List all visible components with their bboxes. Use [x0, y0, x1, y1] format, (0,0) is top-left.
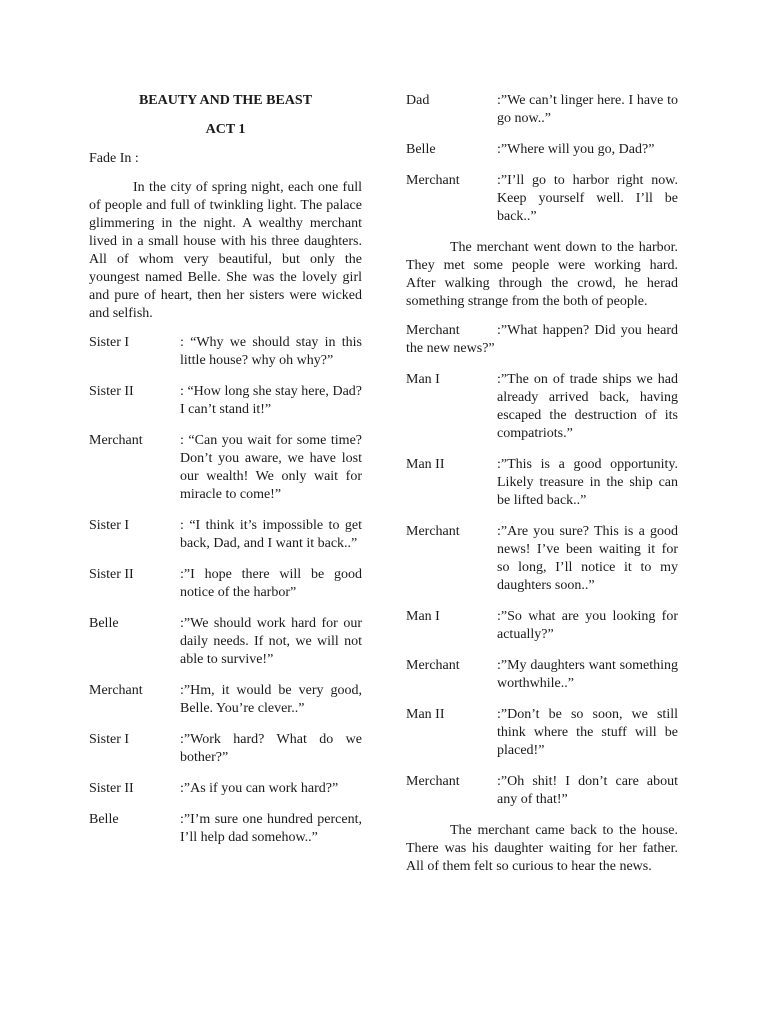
- dialogue-line: [406, 773, 678, 809]
- left-column: [89, 92, 362, 860]
- dialogue-line: [406, 456, 678, 510]
- dialogue-line: [406, 92, 678, 128]
- speaker-name: Merchant: [89, 683, 143, 698]
- narration-paragraph: The merchant came back to the house. There was his daughter waiting for her father. All of them felt so curious to hear the news.: [406, 823, 678, 874]
- dialogue-line-wrapped: [406, 322, 678, 358]
- dialogue-text: : “I think it’s impossible to get back, Dad, and I want it back..”: [180, 518, 362, 551]
- speaker-name: Sister I: [89, 732, 130, 747]
- narration-paragraph: The merchant went down to the harbor. They met some people were working hard. After walking through the crowd, he herad something strange from the both of people.: [406, 240, 678, 309]
- right-column: [406, 92, 678, 887]
- dialogue-line: [406, 141, 678, 159]
- speaker-name: Merchant: [89, 433, 143, 448]
- speaker-name: Merchant: [406, 323, 460, 338]
- dialogue-line: [406, 172, 678, 226]
- dialogue-text: :”Work hard? What do we bother?”: [180, 732, 362, 765]
- speaker-name: Man II: [406, 457, 445, 472]
- fade-in-direction: Fade In :: [89, 151, 139, 166]
- speaker-name: Sister I: [89, 335, 130, 350]
- dialogue-text: :”What happen? Did you heard the new news?”: [406, 323, 678, 356]
- dialogue-line: [406, 371, 678, 443]
- speaker-name: Man I: [406, 372, 440, 387]
- dialogue-line: [89, 682, 362, 718]
- dialogue-text: : “Why we should stay in this little house? why oh why?”: [180, 335, 362, 368]
- dialogue-text: :”We should work hard for our daily needs. If not, we will not able to survive!”: [180, 616, 362, 667]
- dialogue-line: [406, 657, 678, 693]
- speaker-name: Merchant: [406, 524, 460, 539]
- speaker-name: Sister II: [89, 781, 134, 796]
- dialogue-line: [89, 517, 362, 553]
- speaker-name: Merchant: [406, 774, 460, 789]
- speaker-name: Belle: [406, 142, 436, 157]
- dialogue-text: :”Oh shit! I don’t care about any of that!”: [497, 774, 678, 807]
- dialogue-line: [89, 780, 362, 798]
- dialogue-text: :”I’ll go to harbor right now. Keep yourself well. I’ll be back..”: [497, 173, 678, 224]
- act-heading: ACT 1: [205, 122, 246, 137]
- dialogue-line: [406, 608, 678, 644]
- dialogue-text: :”Hm, it would be very good, Belle. You’re clever..”: [180, 683, 362, 716]
- speaker-name: Dad: [406, 93, 430, 108]
- speaker-name: Sister I: [89, 518, 130, 533]
- dialogue-text: :”The on of trade ships we had already arrived back, having escaped the destruction of its compatriots.”: [497, 372, 678, 441]
- speaker-name: Man I: [406, 609, 440, 624]
- dialogue-text: :”Don’t be so soon, we still think where the stuff will be placed!”: [497, 707, 678, 758]
- speaker-name: Belle: [89, 616, 119, 631]
- speaker-name: Man II: [406, 707, 445, 722]
- dialogue-line: [89, 334, 362, 370]
- speaker-name: Sister II: [89, 567, 134, 582]
- dialogue-text: :”So what are you looking for actually?”: [497, 609, 678, 642]
- dialogue-line: [89, 811, 362, 847]
- dialogue-line: [406, 523, 678, 595]
- dialogue-line: [89, 383, 362, 419]
- dialogue-text: :”We can’t linger here. I have to go now..”: [497, 93, 678, 126]
- dialogue-line: [89, 566, 362, 602]
- dialogue-text: :”I hope there will be good notice of the harbor”: [180, 567, 362, 600]
- dialogue-text: : “Can you wait for some time? Don’t you aware, we have lost our wealth! We only wait for miracle to come!”: [180, 433, 362, 502]
- dialogue-text: :”I’m sure one hundred percent, I’ll help dad somehow..”: [180, 812, 362, 845]
- dialogue-text: : “How long she stay here, Dad? I can’t stand it!”: [180, 384, 362, 417]
- dialogue-line: [406, 706, 678, 760]
- dialogue-text: :”As if you can work hard?”: [180, 781, 339, 796]
- dialogue-line: [89, 432, 362, 504]
- dialogue-text: :”My daughters want something worthwhile..”: [497, 658, 678, 691]
- speaker-name: Belle: [89, 812, 119, 827]
- dialogue-line: [89, 731, 362, 767]
- speaker-name: Merchant: [406, 658, 460, 673]
- intro-paragraph: In the city of spring night, each one full of people and full of twinkling light. The palace glimmering in the night. A wealthy merchant lived in a small house with his three daughters. All of whom very beautiful, but only the youngest named Belle. She was the lovely girl and pure of heart, then her sisters were wicked and selfish.: [89, 180, 362, 321]
- dialogue-text: :”Where will you go, Dad?”: [497, 142, 655, 157]
- speaker-name: Sister II: [89, 384, 134, 399]
- dialogue-line: [89, 615, 362, 669]
- dialogue-text: :”Are you sure? This is a good news! I’ve been waiting it for so long, I’ll notice it to my daughters soon..”: [497, 524, 678, 593]
- play-title: BEAUTY AND THE BEAST: [138, 93, 313, 108]
- speaker-name: Merchant: [406, 173, 460, 188]
- dialogue-text: :”This is a good opportunity. Likely treasure in the ship can be lifted back..”: [497, 457, 678, 508]
